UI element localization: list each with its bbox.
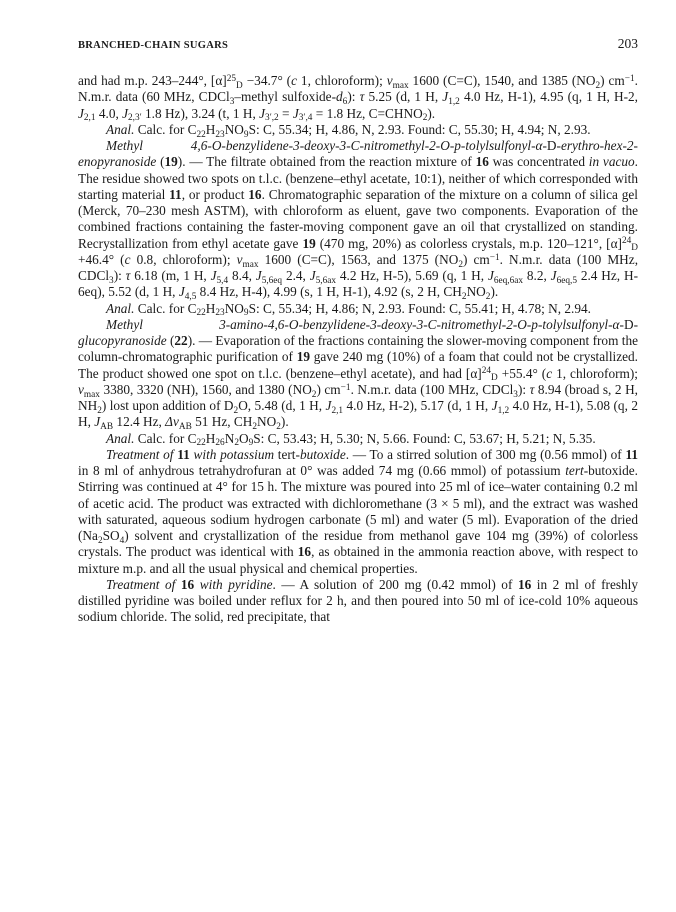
paragraph-p5: Methyl 3-amino-4,6-O-benzylidene-3-deoxy-3-C-nitromethyl-2-O-p-tolylsulfonyl-α-D-glucopyranoside (22). — Evaporation of the fractions containing the slower-moving component from the column-chromatographic purification of 19 gave 240 mg (10%) of a foam that could not be crystallized. The product showed one spot on t.l.c. (benzene–ethyl acetate), and had $[\alpha]^{24}_D +55.4^\circ$ (c 1, chloroform); $\nu_{max}$ 3380, 3320 (NH), 1560, and 1380 $(NO_2)$ $cm^{-1}$. N.m.r. data (100 MHz, CDCl$_3$): τ 8.94 (broad s, 2 H, $NH_2$) lost upon addition of $D_2O$, 5.48 (d, 1 H, $J_{2,1}$ 4.0 Hz, H-2), 5.17 (d, 1 H, $J_{1,2}$ 4.0 Hz, H-1), 5.08 (q, 2 H, $J_{AB}$ 12.4 Hz, $\Delta\nu_{AB}$ 51 Hz, $CH_2NO_2$). xyxy=(78,316,638,433)
page-header xyxy=(78,36,638,58)
paragraph-p6: Anal. Calc. for $C_{22}H_{26}N_2O_9S$: C, 53.43; H, 5.30; N, 5.66. Found: C, 53.67; H, 5.21; N, 5.35. xyxy=(106,430,596,449)
paragraph-p7: Treatment of 11 with potassium tert-butoxide. — To a stirred solution of 300 mg (0.56 mmol) of 11 in 8 ml of anhydrous tetrahydrofuran at 0° was added 74 mg (0.66 mmol) of potassium tert-butoxide. Stirring was continued at 4° for 15 h. The mixture was poured into 25 ml of ice–water containing 0.2 ml of acetic acid. The product was extracted with dichloromethane (3 × 5 ml), and the extract was washed with saturated, aqueous sodium hydrogen carbonate (5 ml) and water (5 ml). Evaporation of the dried $(Na_2SO_4)$ solvent and crystallization of the residue from methanol gave 104 mg (39%) of colorless crystals. The product was identical with 16, as obtained in the ammonia reaction above, with respect to mixture m.p. and all the usual physical and chemical properties. xyxy=(78,446,639,576)
paragraph-p1: and had m.p. 243–244°, $[\alpha]^{25}_D -34.7^\circ$ (c 1, chloroform); $\nu_{max}$ 1600 (C=C), 1540, and 1385 $(NO_2)$ $cm^{-1}$. N.m.r. data (60 MHz, CDCl$_3$–methyl sulfoxide-$d_6$): τ 5.25 (d, 1 H, $J_{1,2}$ 4.0 Hz, H-1), 4.95 (q, 1 H, H-2, $J_{2,1}$ 4.0, $J_{2,3'}$ 1.8 Hz), 3.24 (t, 1 H, $J_{3',2} = J_{3',4} = 1.8$ Hz, $C=CHNO_2$). xyxy=(78,73,639,124)
page-number: 203 xyxy=(617,36,638,51)
paragraph-p4: Anal. Calc. for $C_{22}H_{23}NO_9S$: C, 55.34; H, 4.86; N, 2.93. Found: C, 55.41; H, 4.78; N, 2.94. xyxy=(106,300,591,319)
article-body xyxy=(78,73,638,626)
paragraph-p3: Methyl 4,6-O-benzylidene-3-deoxy-3-C-nitromethyl-2-O-p-tolylsulfonyl-α-D-erythro-hex-2-enopyranoside (19). — The filtrate obtained from the reaction mixture of 16 was concentrated in vacuo. The residue showed two spots on t.l.c. (benzene–ethyl acetate, 10:1), neither of which corresponded with starting material 11, or product 16. Chromatographic separation of the mixture on a column of silica gel (Merck, 70–230 mesh ASTM), with chloroform as eluent, gave two components. Evaporation of the combined fractions containing the faster-moving component gave an oil that crystallized on standing. Recrystallization from ethyl acetate gave 19 (470 mg, 20%) as colorless crystals, m.p. 120–121°, $[\alpha]^{24}_D +46.4^\circ$ (c 0.8, chloroform); $\nu_{max}$ 1600 (C=C), 1563, and 1375 $(NO_2)$ $cm^{-1}$. N.m.r. data (100 MHz, CDCl$_3$): τ 6.18 (m, 1 H, $J_{5,4}$ 8.4, $J_{5,6eq}$ 2.4, $J_{5,6ax}$ 4.2 Hz, H-5), 5.69 (q, 1 H, $J_{6eq,6ax}$ 8.2, $J_{6eq,5}$ 2.4 Hz, H-6eq), 5.52 (d, 1 H, $J_{4,5}$ 8.4 Hz, H-4), 4.99 (s, 1 H, H-1), 4.92 (s, 2 H, $CH_2NO_2$). xyxy=(78,138,639,303)
paragraph-p2: Anal. Calc. for $C_{22}H_{23}NO_9S$: C, 55.34; H, 4.86, N, 2.93. Found: C, 55.30; H, 4.94; N, 2.93. xyxy=(106,121,591,140)
journal-page xyxy=(78,36,638,626)
paragraph-p8: Treatment of 16 with pyridine. — A solution of 200 mg (0.42 mmol) of 16 in 2 ml of freshly distilled pyridine was boiled under reflux for 2 h, and then poured into 50 ml of ice-cold 10% aqueous sodium chloride. The solid, red precipitate, that xyxy=(78,576,639,625)
running-head: BRANCHED-CHAIN SUGARS xyxy=(78,40,229,51)
